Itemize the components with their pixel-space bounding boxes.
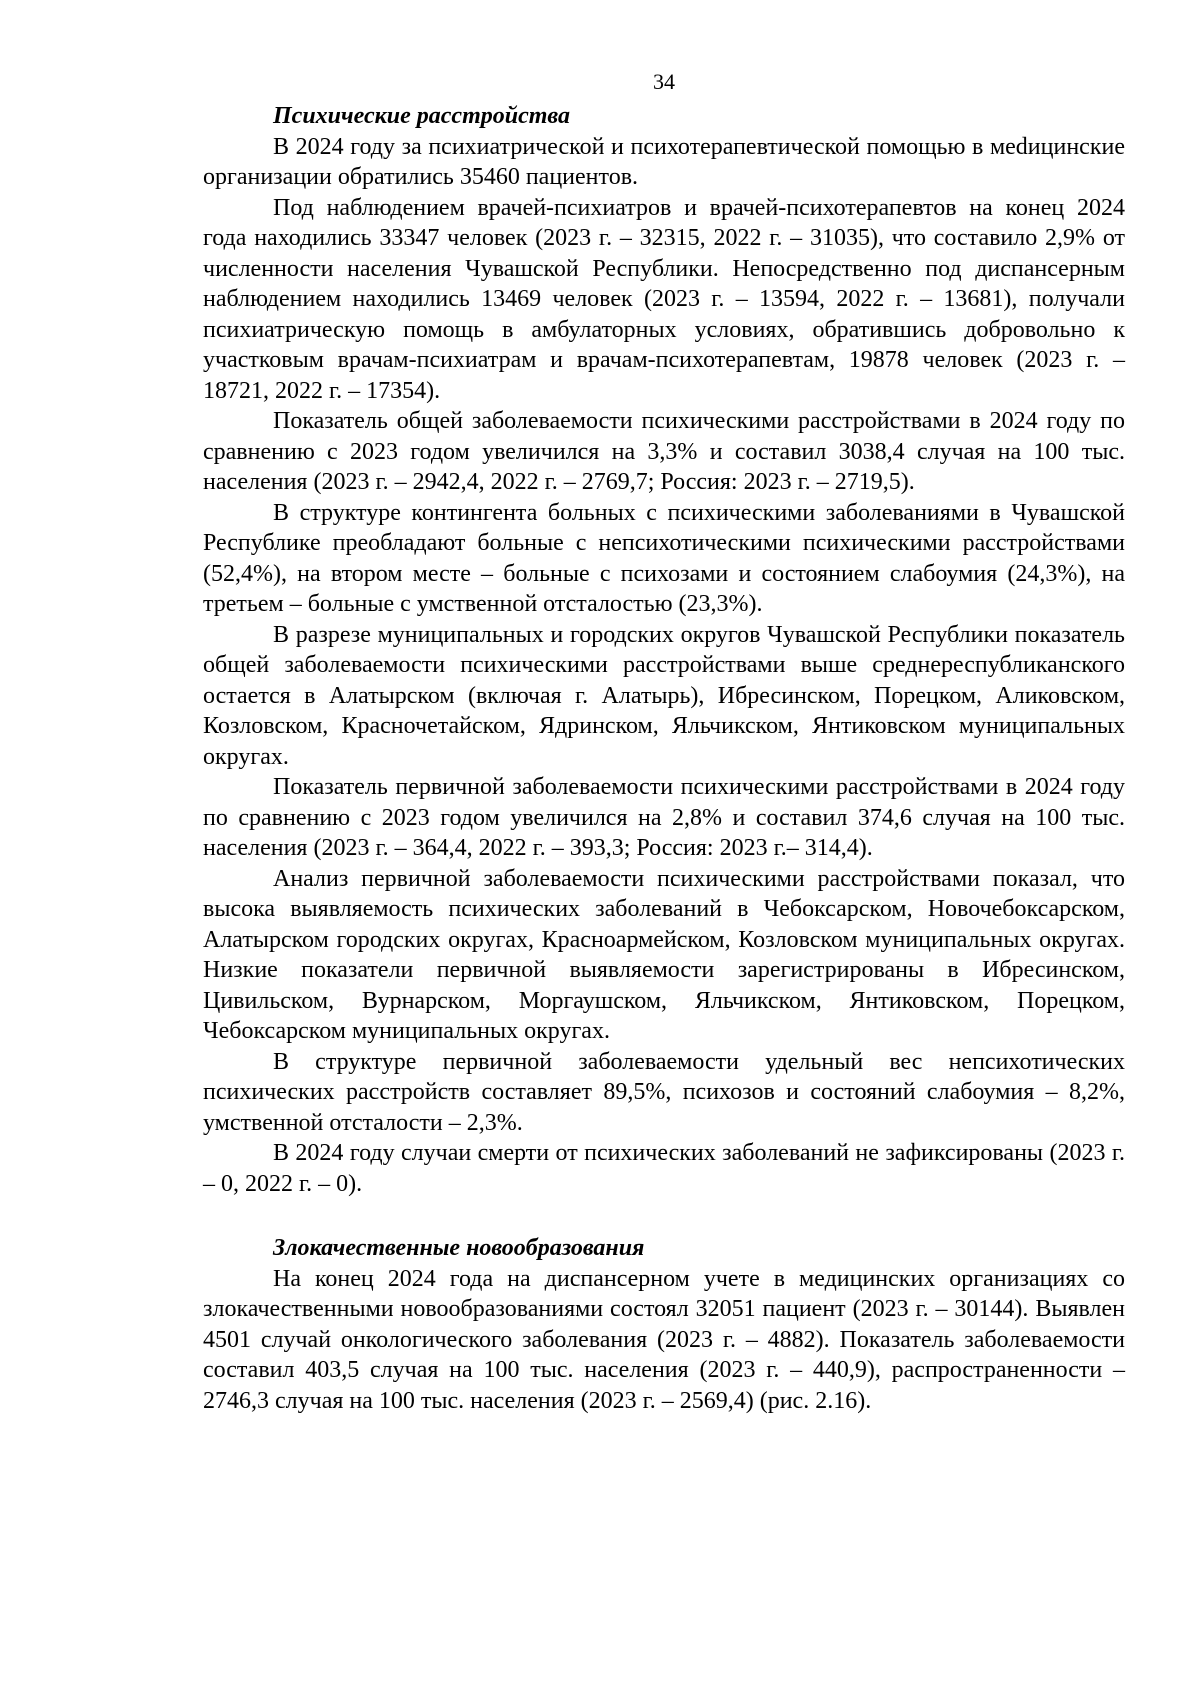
page-number: 34 bbox=[653, 69, 675, 94]
document-page bbox=[203, 68, 1125, 1416]
paragraph: Показатель общей заболеваемости психическими расстройствами в 2024 году по сравнению с 2023 годом увеличился на 3,3% и составил 3038,4 случая на 100 тыс. населения (2023 г. – 2942,4, 2022 г. – 2769,7; Россия: 2023 г. – 2719,5). bbox=[203, 408, 1125, 495]
paragraph: В структуре контингента больных с психическими заболеваниями в Чувашской Республике преобладают больные с непсихотическими психическими расстройствами (52,4%), на втором месте – больные с психозами и состоянием слабоумия (24,3%), на третьем – больные с умственной отсталостью (23,3%). bbox=[203, 499, 1125, 617]
paragraph: В 2024 году за психиатрической и психотерапевтической помощью в меdицинские организации обратились 35460 пациентов. bbox=[203, 133, 1125, 190]
paragraph: Под наблюдением врачей-психиатров и врачей-психотерапевтов на конец 2024 года находились 33347 человек (2023 г. – 32315, 2022 г. – 31035), что составило 2,9% от численности населения Чувашской Республики. Непосредственно под диспансерным наблюдением находились 13469 человек (2023 г. – 13594, 2022 г. – 13681), получали психиатрическую помощь в амбулаторных условиях, обратившись добровольно к участковым врачам-психиатрам и врачам-психотерапевтам, 19878 человек (2023 г. – 18721, 2022 г. – 17354). bbox=[203, 194, 1125, 404]
section-mental-disorders bbox=[203, 101, 1125, 1199]
section-heading: Злокачественные новообразования bbox=[273, 1235, 645, 1261]
paragraph: Показатель первичной заболеваемости психическими расстройствами в 2024 году по сравнению с 2023 годом увеличился на 2,8% и составил 374,6 случая на 100 тыс. населения (2023 г. – 364,4, 2022 г. – 393,3; Россия: 2023 г.– 314,4). bbox=[203, 774, 1125, 861]
paragraph: В структуре первичной заболеваемости удельный вес непсихотических психических расстройств составляет 89,5%, психозов и состояний слабоумия – 8,2%, умственной отсталости – 2,3%. bbox=[203, 1048, 1125, 1136]
section-malignant-neoplasms bbox=[203, 1233, 1125, 1416]
paragraph: В 2024 году случаи смерти от психических заболеваний не зафиксированы (2023 г. – 0, 2022 г. – 0). bbox=[203, 1140, 1125, 1197]
section-spacer bbox=[203, 1199, 1125, 1233]
paragraph: На конец 2024 года на диспансерном учете в медицинских организациях со злокачественными новообразованиями состоял 32051 пациент (2023 г. – 30144). Выявлен 4501 случай онкологического заболевания (2023 г. – 4882). Показатель заболеваемости составил 403,5 случая на 100 тыс. населения (2023 г. – 440,9), распространенности – 2746,3 случая на 100 тыс. населения (2023 г. – 2569,4) (рис. 2.16). bbox=[203, 1265, 1125, 1414]
paragraph: В разрезе муниципальных и городских округов Чувашской Республики показатель общей заболеваемости психическими расстройствами выше среднереспубликанского остается в Алатырском (включая г. Алатырь), Ибресинском, Порецком, Аликовском, Козловском, Красночетайском, Ядринском, Яльчикском, Янтиковском муниципальных округах. bbox=[203, 621, 1125, 770]
section-heading: Психические расстройства bbox=[273, 103, 570, 129]
paragraph: Анализ первичной заболеваемости психическими расстройствами показал, что высока выявляемость психических заболеваний в Чебоксарском, Новочебоксарском, Алатырском городских округах, Красноармейском, Козловском муниципальных округах. Низкие показатели первичной выявляемости зарегистрированы в Ибресинском, Цивильском, Вурнарском, Моргаушском, Яльчикском, Янтиковском, Порецком, Чебоксарском муниципальных округах. bbox=[203, 865, 1125, 1044]
